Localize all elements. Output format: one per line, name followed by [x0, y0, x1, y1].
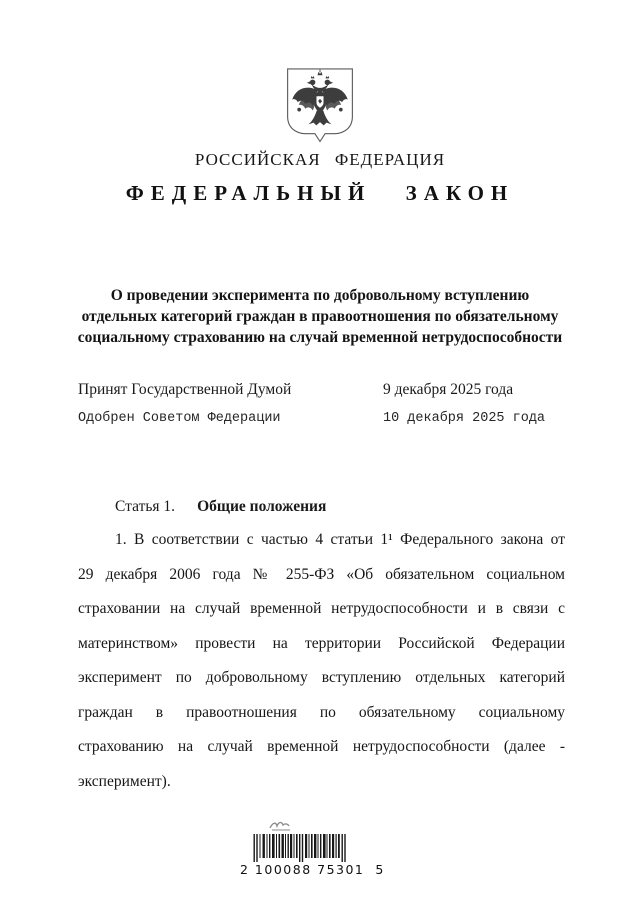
scribble-mark-icon [268, 819, 294, 833]
country-name: РОССИЙСКАЯ ФЕДЕРАЦИЯ [194, 150, 446, 169]
barcode-block [240, 819, 385, 877]
adopted-label: Принят Государственной Думой [78, 381, 292, 398]
double-headed-eagle-icon [283, 66, 357, 144]
article-text: 1. В соответствии с частью 4 статьи 1¹ Федерального закона от 29 декабря 2006 года № 255-ФЗ «Об обязательном социальном страховании на случай временной нетрудоспособности и в связи с материнством» провести на территории Российской Федерации эксперимент по добровольному вступлению отдельных категорий граждан в правоотношения по обязательному социальному страхованию на случай временной нетрудоспособности (далее - эксперимент). [78, 531, 565, 790]
article-heading [115, 498, 326, 516]
coat-of-arms [283, 66, 357, 144]
adoption-block [78, 381, 565, 438]
law-title: О проведении эксперимента по добровольному вступлению отдельных категорий граждан в правоотношения по обязательному социальному страхованию на случай временной нетрудоспособности [77, 287, 563, 346]
adopted-row [78, 381, 565, 408]
article-number: Статья 1. [115, 498, 176, 515]
approved-row [78, 408, 565, 438]
barcode-icon [252, 834, 348, 862]
approved-label: Одобрен Советом Федерации [78, 411, 281, 426]
barcode-digits: 2 100088 75301 5 [240, 862, 385, 877]
adopted-date: 9 декабря 2025 года [383, 381, 514, 398]
approved-date: 10 декабря 2025 года [383, 411, 546, 426]
article-title: Общие положения [197, 498, 327, 515]
law-type-heading: ФЕДЕРАЛЬНЫЙ ЗАКОН [125, 181, 515, 205]
